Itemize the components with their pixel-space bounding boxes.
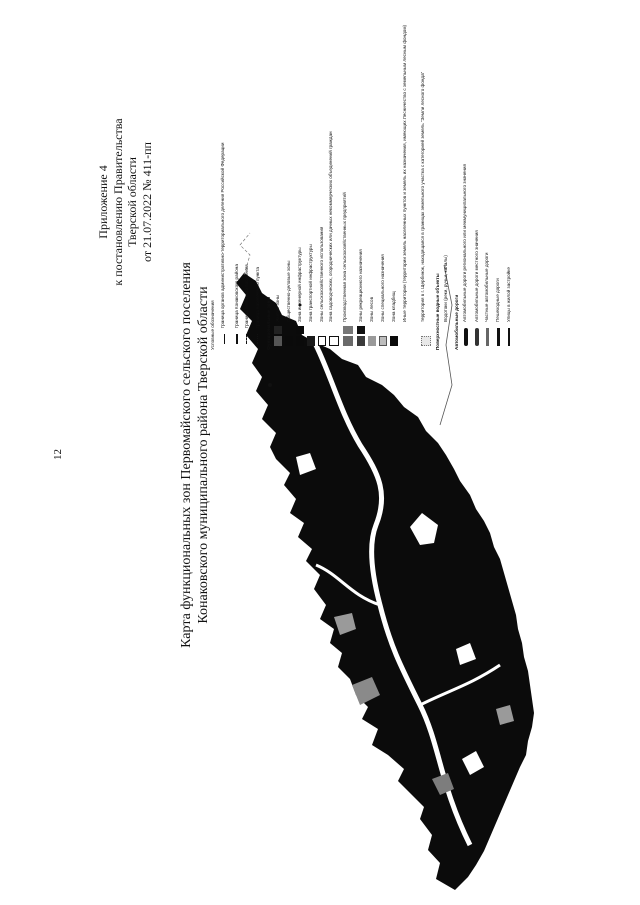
legend-zone-0: Жилые зоны — [275, 294, 280, 322]
legend-road-4: Улицы в жилой застройке — [506, 267, 511, 322]
legend-border-admin: Граница органов административно-территориального деления Российской Федерации — [220, 142, 225, 328]
legend-swatch-admin-border — [224, 334, 225, 344]
legend-swatch-road-0 — [464, 328, 468, 346]
legend-swatch-road-1 — [475, 328, 479, 346]
legend-water-heading: Поверхностные водные объекты — [435, 273, 440, 350]
legend-zone-5: Зона садоводческих, огороднических или дачных некоммерческих объединений граждан — [328, 131, 333, 322]
legend-swatch-zone-7b — [357, 326, 365, 334]
legend-swatch-zone-1 — [285, 336, 293, 346]
map-title-line-1: Карта функциональных зон Первомайского сельского поселения — [179, 262, 194, 648]
legend-road-1: Автомобильные дороги местного значения — [474, 230, 479, 322]
legend-swatch-road-4 — [508, 328, 510, 346]
legend-swatch-zone-9 — [379, 336, 387, 346]
legend-swatch-district-border — [236, 334, 238, 344]
legend-swatch-zone-2b — [296, 326, 304, 334]
page-number: 12 — [52, 449, 64, 460]
legend-swatch-zone-2 — [296, 336, 304, 346]
legend-border-settlement: Граница сельского поселения — [244, 264, 249, 328]
legend-swatch-zone-4 — [318, 336, 326, 346]
legend-other-territories: Иные территории (территории земель населенных пунктов и земель их назначения, имеющих Лесничество с земельным лесным фондом) — [402, 24, 407, 322]
legend-roads-heading: Автомобильные дороги — [454, 294, 459, 350]
legend-forest-territory: территория в г. Щербинок, находящаяся в границах земельного участка с категорией земель "Земли лесного фонда" — [420, 71, 425, 322]
legend-swatch-zone-8 — [368, 336, 376, 346]
legend-zone-10: Зона кладбищ — [391, 291, 396, 322]
legend-zone-1: Общественно-деловые зоны — [286, 260, 291, 322]
legend-zone-7: Зоны рекреационного назначения — [358, 249, 363, 322]
legend-swatch-zone-7 — [357, 336, 365, 346]
settlement-territory — [236, 273, 534, 890]
legend-zone-9: Зоны специального назначения — [380, 254, 385, 322]
legend-zone-8: Зоны лесов — [369, 296, 374, 322]
legend-water-item: Водотоки (реки, ручьи, каналы) — [443, 255, 448, 322]
legend-swatch-road-2 — [486, 328, 489, 346]
legend-swatch-forest-territory — [421, 336, 431, 346]
legend-zone-3: Зона транспортной инфраструктуры — [308, 244, 313, 322]
settlement-dot-1 — [268, 383, 272, 387]
legend-zone-4: Зоны сельскохозяйственного использования — [319, 226, 324, 322]
appendix-line-1: Приложение 4 — [96, 165, 110, 239]
legend-road-3: Пешеходные дороги — [495, 278, 500, 322]
legend-zone-6: Производственная зона сельскохозяйственных предприятий — [342, 192, 347, 322]
legend-swatch-locality-border — [257, 334, 258, 344]
legend-zone-2: Зона инженерной инфраструктуры — [297, 247, 302, 322]
legend-swatch-zone-0b — [274, 326, 282, 334]
legend-border-locality: Граница населённого пункта — [255, 267, 260, 328]
map-title-line-2: Конаковского муниципального района Тверской области — [196, 286, 211, 624]
appendix-line-2: к постановлению Правительства — [110, 118, 125, 286]
legend-border-district: Граница Конаковского района — [234, 264, 239, 328]
legend-road-2: Частные автомобильные дороги — [484, 252, 489, 322]
legend-swatch-settlement-border — [246, 334, 247, 344]
legend-swatch-zone-10 — [390, 336, 398, 346]
appendix-line-4: от 21.07.2022 № 411-пп — [139, 142, 154, 262]
legend-swatch-zone-3 — [307, 336, 315, 346]
legend-road-0: Автомобильные дороги регионального или межмуниципального значения — [462, 164, 467, 322]
legend-swatch-road-3 — [497, 328, 500, 346]
legend-swatch-zone-6 — [343, 336, 353, 346]
legend-heading: Условные обозначения — [210, 300, 215, 350]
legend-swatch-zone-5 — [329, 336, 339, 346]
legend-swatch-zone-0 — [274, 336, 282, 346]
legend-functional-heading: Функциональные зоны — [266, 296, 271, 350]
legend-swatch-zone-6b — [343, 326, 353, 334]
appendix-line-3: Тверской области — [125, 157, 140, 247]
